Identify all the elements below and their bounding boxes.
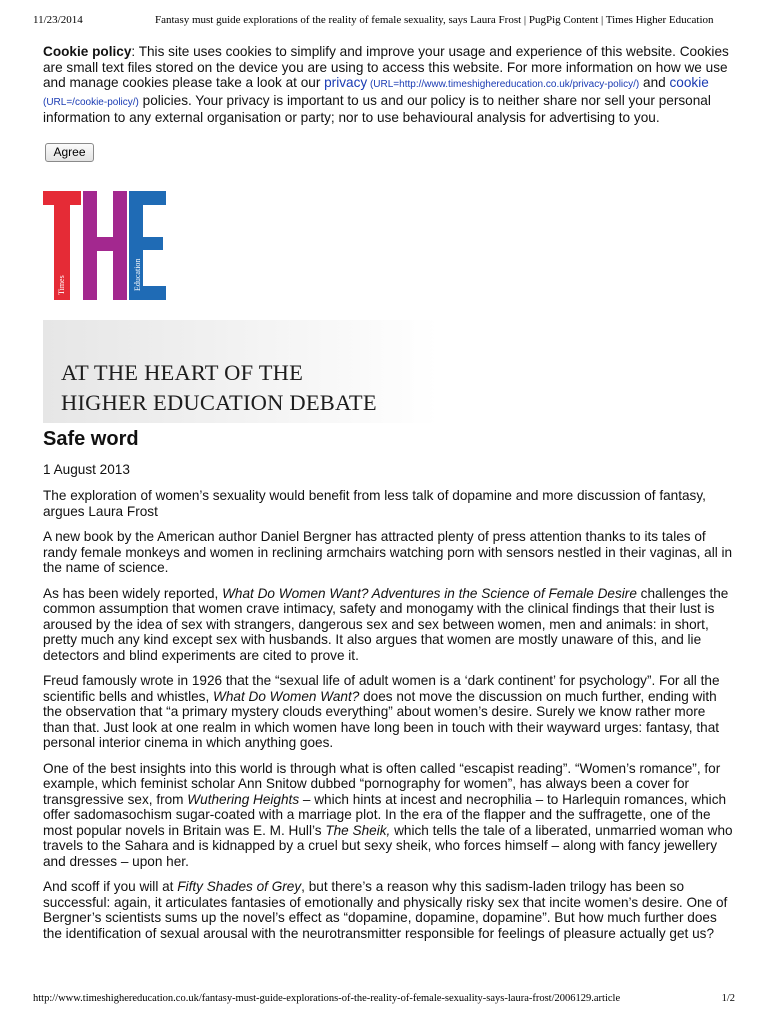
print-footer (33, 993, 735, 1004)
the-logo[interactable] (43, 191, 169, 300)
cookie-notice (43, 44, 733, 126)
book-title: What Do Women Want? (213, 688, 360, 704)
agree-button[interactable]: Agree (45, 143, 94, 162)
text-run: And scoff if you will at (43, 879, 178, 894)
print-page-title: Fantasy must guide explorations of the reality of female sexuality, says Laura Frost | PugPig Content | Times Higher Education (155, 14, 714, 26)
tagline-line-2: HIGHER EDUCATION DEBATE (61, 390, 377, 415)
article-standfirst: The exploration of women’s sexuality would benefit from less talk of dopamine and more discussion of fantasy, argues Laura Frost (43, 488, 706, 519)
cookie-url: (URL=/cookie-policy/) (43, 96, 139, 108)
privacy-url: (URL=http://www.timeshighereducation.co.uk/privacy-policy/) (367, 79, 640, 90)
print-date: 11/23/2014 (33, 14, 83, 26)
cookie-link[interactable]: cookie (669, 75, 709, 90)
page-number: 1/2 (721, 993, 735, 1004)
cookie-text-1: : This site uses cookies to simplify and improve your usage and experience of this website. Cookies are small text files stored on the device you are using to access this website. For more information on how we use and manage cookies please take a look at our (43, 44, 729, 90)
article-title: Safe word (43, 428, 139, 450)
logo-word-times: Times (57, 275, 66, 295)
book-title: The Sheik, (325, 822, 391, 838)
tagline-banner (43, 320, 438, 423)
logo-word-education: Education (133, 258, 142, 291)
text-run: challenges the common assumption that women crave intimacy, safety and monogamy with the clinical findings that their lust is aroused by the idea of sex with strangers, dangerous sex and sex between women, men and animals: in short, pretty much any kind except sex with husbands. It also argues that women are mostly unaware of this, and lie detectors and blind experiments are cited to prove it. (43, 585, 729, 663)
text-run: does not move the discussion on much further, ending with the observation that “a primary mystery clouds everything” about women’s desire. Surely we know rather more than that. Just look at one realm in which women have long been in touch with their wayward urges: fantasy, that personal interior cinema in which anything goes. (43, 688, 720, 750)
text-run: – which hints at incest and necrophilia – to Harlequin romances, which offer sadomasochism sugar-coated with a marriage plot. In the era of the flapper and the suffragette, one of the most popular novels in Britain was E. M. Hull’s (43, 791, 727, 838)
cookie-heading: Cookie policy (43, 44, 132, 59)
article-paragraph (43, 673, 735, 751)
text-run: Freud famously wrote in 1926 that the “sexual life of adult women is a ‘dark continent’ for psychology”. For all the scientific bells and whistles, (43, 673, 720, 704)
book-title: Wuthering Heights (187, 791, 300, 807)
cookie-text-3: policies. Your privacy is important to us and our policy is to neither share nor sell your personal information to any external organisation or party; nor to use behavioural analysis for advertising to you. (43, 92, 711, 125)
privacy-link[interactable]: privacy (324, 75, 368, 90)
article-date: 1 August 2013 (43, 462, 130, 477)
cookie-text-2: and (639, 75, 670, 90)
print-header (33, 14, 735, 26)
logo-word-higher: Higher (102, 272, 111, 295)
book-title: What Do Women Want? Adventures in the Science of Female Desire (222, 585, 637, 601)
article-paragraph: A new book by the American author Daniel Bergner has attracted plenty of press attention thanks to its tales of randy female monkeys and women in reclining armchairs watching porn with sensors nestled in their vaginas, all in the name of science. (43, 529, 733, 575)
print-url: http://www.timeshighereducation.co.uk/fantasy-must-guide-explorations-of-the-reality-of-female-sexuality-says-laura-frost/2006129.article (33, 993, 621, 1004)
tagline-line-1: AT THE HEART OF THE (61, 360, 304, 385)
text-run: which tells the tale of a liberated, unmarried woman who travels to the Sahara and is kidnapped by a cruel but sexy sheik, who forces himself – along with fancy jewellery and dresses – upon her. (43, 822, 733, 869)
text-run: , but there’s a reason why this sadism-laden trilogy has been so successful: again, it articulates fantasies of emotionally and physically risky sex that incite women’s desire. One of Bergner’s scientists sums up the novel’s effect as “dopamine, dopamine, dopamine”. But how much further does the identification of sexual arousal with the neurotransmitter responsible for feelings of pleasure actually get us? (43, 879, 728, 941)
article-paragraph (43, 586, 735, 664)
article-paragraph (43, 879, 735, 941)
text-run: One of the best insights into this world is through what is often called “escapist reading”. “Women’s romance”, for example, which feminist scholar Ann Snitow dubbed “pornography for women”, has always been a cover for transgressive sex, from (43, 760, 721, 807)
article-body (43, 488, 735, 951)
article-paragraph (43, 761, 735, 870)
text-run: As has been widely reported, (43, 585, 223, 601)
book-title: Fifty Shades of Grey (177, 879, 302, 894)
